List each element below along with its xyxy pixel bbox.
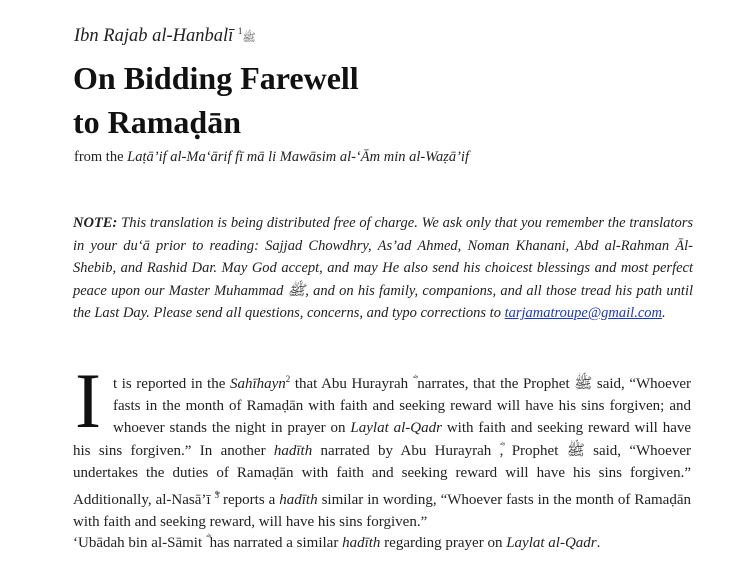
- term-sahihayn: Sahīhayn: [229, 376, 286, 392]
- footnote-marker-3: 3: [214, 490, 220, 501]
- text-run: t is reported in the: [112, 376, 230, 392]
- title-line-2: to Ramaḍān: [73, 104, 242, 140]
- text-run: similar in wording, “Whoever fasts in the month of Ramaḍān with faith and seeking reward, will have his sins forgiven.”: [73, 492, 692, 531]
- text-run: with faith and seeking reward will have his sins forgiven.” In another: [73, 420, 692, 459]
- footnote-marker-2: 2: [285, 374, 291, 384]
- source-prefix: from the: [74, 149, 128, 165]
- honorific-glyph: ﷺ: [242, 32, 256, 45]
- term-hadith: hadīth: [273, 442, 313, 459]
- note-text: This translation is being distributed free of charge. We ask only that you remember the translators in your du‘ā prior to reading: Sajjad Chowdhry, As’ad Ahmed, Noman Khanani, Abd al-Rahman Āl-Shebib, and Rashid Dar. May God accept, and may He also send his choicest blessings and most perfect peace upon our Master Muhammad ﷺ, and on his family, companions, and all those tread his path until the Last Day. Please send all questions, concerns, and typo corrections to: [73, 215, 693, 321]
- text-run: that Abu Hurayrah ؓ narrates, that the Prophet ﷺ said, “Whoever fasts in the month of Ramaḍān with faith and seeking reward will have his sins forgiven; and whoever stands the night in prayer on: [112, 376, 691, 437]
- source-line: [74, 149, 724, 166]
- footnote-marker-1: 1: [237, 26, 243, 36]
- document-title: [73, 56, 713, 144]
- author-name: Ibn Rajab al-Hanbalī: [74, 26, 234, 47]
- translator-note: [73, 212, 693, 325]
- text-run: .: [596, 535, 601, 551]
- text-run: narrated by Abu Hurayrah ؓ, Prophet ﷺ said, “Whoever undertakes the duties of Ramaḍān with faith and seeking reward will have his sins forgiven.” Additionally, al-Nasā’ī ؓ: [73, 442, 691, 509]
- term-hadith: hadīth: [279, 492, 318, 509]
- body-paragraph-2: [73, 532, 691, 554]
- text-run: regarding prayer on: [380, 535, 507, 551]
- body-paragraph-1: [73, 357, 692, 533]
- author-line: [74, 26, 256, 47]
- term-hadith: hadīth: [342, 535, 381, 551]
- note-label: NOTE:: [73, 215, 118, 231]
- term-laylat-al-qadr: Laylat al-Qadr: [350, 420, 442, 437]
- source-work: Laṭā’if al-Ma‘ārif fī mā li Mawāsim al-‘Ām min al-Waẓā’if: [127, 149, 469, 165]
- text-run: reports a: [219, 492, 280, 509]
- title-line-1: On Bidding Farewell: [73, 60, 359, 96]
- term-laylat-al-qadr: Laylat al-Qadr: [506, 535, 597, 551]
- note-end: .: [661, 305, 666, 321]
- drop-cap: I: [75, 357, 101, 444]
- text-run: ‘Ubādah bin al-Sāmit ؓ has narrated a similar: [73, 535, 343, 551]
- email-link[interactable]: tarjamatroupe@gmail.com: [504, 305, 662, 321]
